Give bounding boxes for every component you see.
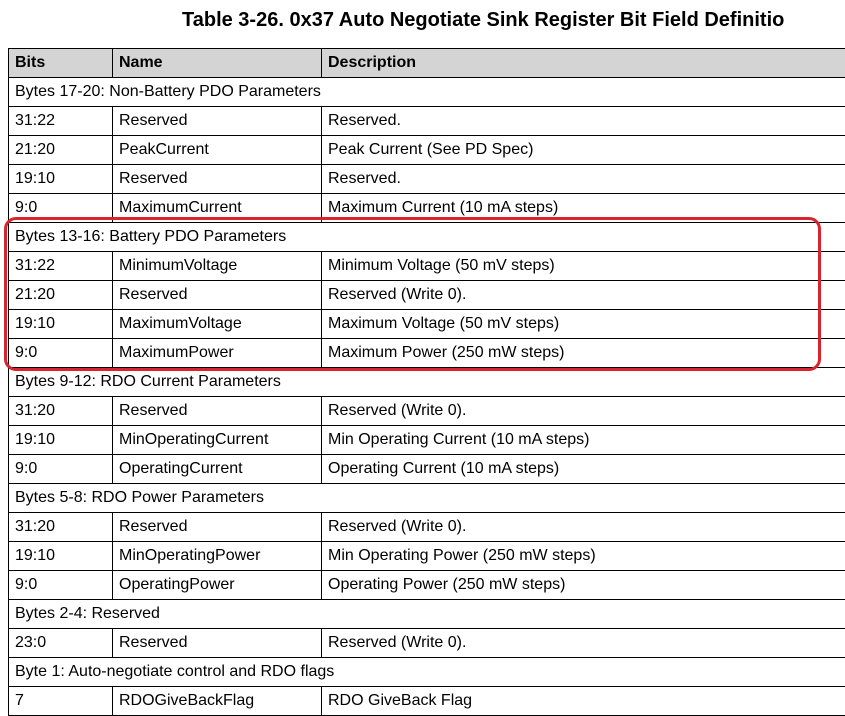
table-title: Table 3-26. 0x37 Auto Negotiate Sink Register Bit Field Definitio xyxy=(182,6,784,34)
bits-cell: 19:10 xyxy=(9,426,113,455)
bits-cell: 21:20 xyxy=(9,281,113,310)
description-cell: Maximum Power (250 mW steps) xyxy=(322,339,845,368)
name-cell: MinimumVoltage xyxy=(113,252,322,281)
section-heading: Bytes 2-4: Reserved xyxy=(9,600,845,629)
bits-cell: 7 xyxy=(9,687,113,716)
table-row xyxy=(9,513,845,542)
description-cell: Reserved (Write 0). xyxy=(322,513,845,542)
description-cell: Min Operating Power (250 mW steps) xyxy=(322,542,845,571)
table-row xyxy=(9,571,845,600)
name-cell: MaximumPower xyxy=(113,339,322,368)
description-cell: Reserved. xyxy=(322,107,845,136)
bits-cell: 31:22 xyxy=(9,107,113,136)
name-cell: PeakCurrent xyxy=(113,136,322,165)
description-cell: RDO GiveBack Flag xyxy=(322,687,845,716)
name-cell: Reserved xyxy=(113,281,322,310)
bits-cell: 9:0 xyxy=(9,194,113,223)
name-cell: Reserved xyxy=(113,165,322,194)
name-cell: MaximumCurrent xyxy=(113,194,322,223)
description-cell: Reserved (Write 0). xyxy=(322,281,845,310)
bits-cell: 21:20 xyxy=(9,136,113,165)
table-row xyxy=(9,455,845,484)
description-cell: Min Operating Current (10 mA steps) xyxy=(322,426,845,455)
name-cell: OperatingPower xyxy=(113,571,322,600)
description-cell: Minimum Voltage (50 mV steps) xyxy=(322,252,845,281)
table-row xyxy=(9,426,845,455)
name-cell: MaximumVoltage xyxy=(113,310,322,339)
section-heading: Bytes 5-8: RDO Power Parameters xyxy=(9,484,845,513)
table-row xyxy=(9,687,845,716)
table-row xyxy=(9,136,845,165)
table-row xyxy=(9,542,845,571)
bits-cell: 9:0 xyxy=(9,455,113,484)
description-cell: Reserved (Write 0). xyxy=(322,629,845,658)
section-row xyxy=(9,78,845,107)
description-cell: Peak Current (See PD Spec) xyxy=(322,136,845,165)
table-row xyxy=(9,281,845,310)
description-cell: Reserved (Write 0). xyxy=(322,397,845,426)
section-heading: Byte 1: Auto-negotiate control and RDO flags xyxy=(9,658,845,687)
bits-cell: 19:10 xyxy=(9,310,113,339)
description-cell: Maximum Voltage (50 mV steps) xyxy=(322,310,845,339)
name-cell: Reserved xyxy=(113,629,322,658)
name-cell: MinOperatingCurrent xyxy=(113,426,322,455)
table-row xyxy=(9,310,845,339)
bits-cell: 9:0 xyxy=(9,339,113,368)
section-row xyxy=(9,223,845,252)
description-cell: Operating Current (10 mA steps) xyxy=(322,455,845,484)
bits-cell: 19:10 xyxy=(9,542,113,571)
table-row xyxy=(9,397,845,426)
name-cell: MinOperatingPower xyxy=(113,542,322,571)
bits-cell: 31:20 xyxy=(9,397,113,426)
description-cell: Maximum Current (10 mA steps) xyxy=(322,194,845,223)
bits-cell: 9:0 xyxy=(9,571,113,600)
section-row xyxy=(9,658,845,687)
description-cell: Reserved. xyxy=(322,165,845,194)
table-row xyxy=(9,194,845,223)
description-cell: Operating Power (250 mW steps) xyxy=(322,571,845,600)
bits-cell: 19:10 xyxy=(9,165,113,194)
name-column-header: Name xyxy=(113,49,322,78)
description-column-header: Description xyxy=(322,49,845,78)
bits-cell: 31:20 xyxy=(9,513,113,542)
table-body xyxy=(9,78,845,716)
bits-cell: 23:0 xyxy=(9,629,113,658)
name-cell: OperatingCurrent xyxy=(113,455,322,484)
table-row xyxy=(9,339,845,368)
name-cell: RDOGiveBackFlag xyxy=(113,687,322,716)
header-row xyxy=(9,49,845,78)
table-row xyxy=(9,107,845,136)
section-heading: Bytes 13-16: Battery PDO Parameters xyxy=(9,223,845,252)
bits-column-header: Bits xyxy=(9,49,113,78)
section-heading: Bytes 17-20: Non-Battery PDO Parameters xyxy=(9,78,845,107)
table-row xyxy=(9,165,845,194)
section-row xyxy=(9,368,845,397)
name-cell: Reserved xyxy=(113,107,322,136)
bits-cell: 31:22 xyxy=(9,252,113,281)
section-row xyxy=(9,484,845,513)
table-row xyxy=(9,252,845,281)
register-table xyxy=(8,48,845,716)
table-row xyxy=(9,629,845,658)
name-cell: Reserved xyxy=(113,513,322,542)
section-row xyxy=(9,600,845,629)
name-cell: Reserved xyxy=(113,397,322,426)
section-heading: Bytes 9-12: RDO Current Parameters xyxy=(9,368,845,397)
